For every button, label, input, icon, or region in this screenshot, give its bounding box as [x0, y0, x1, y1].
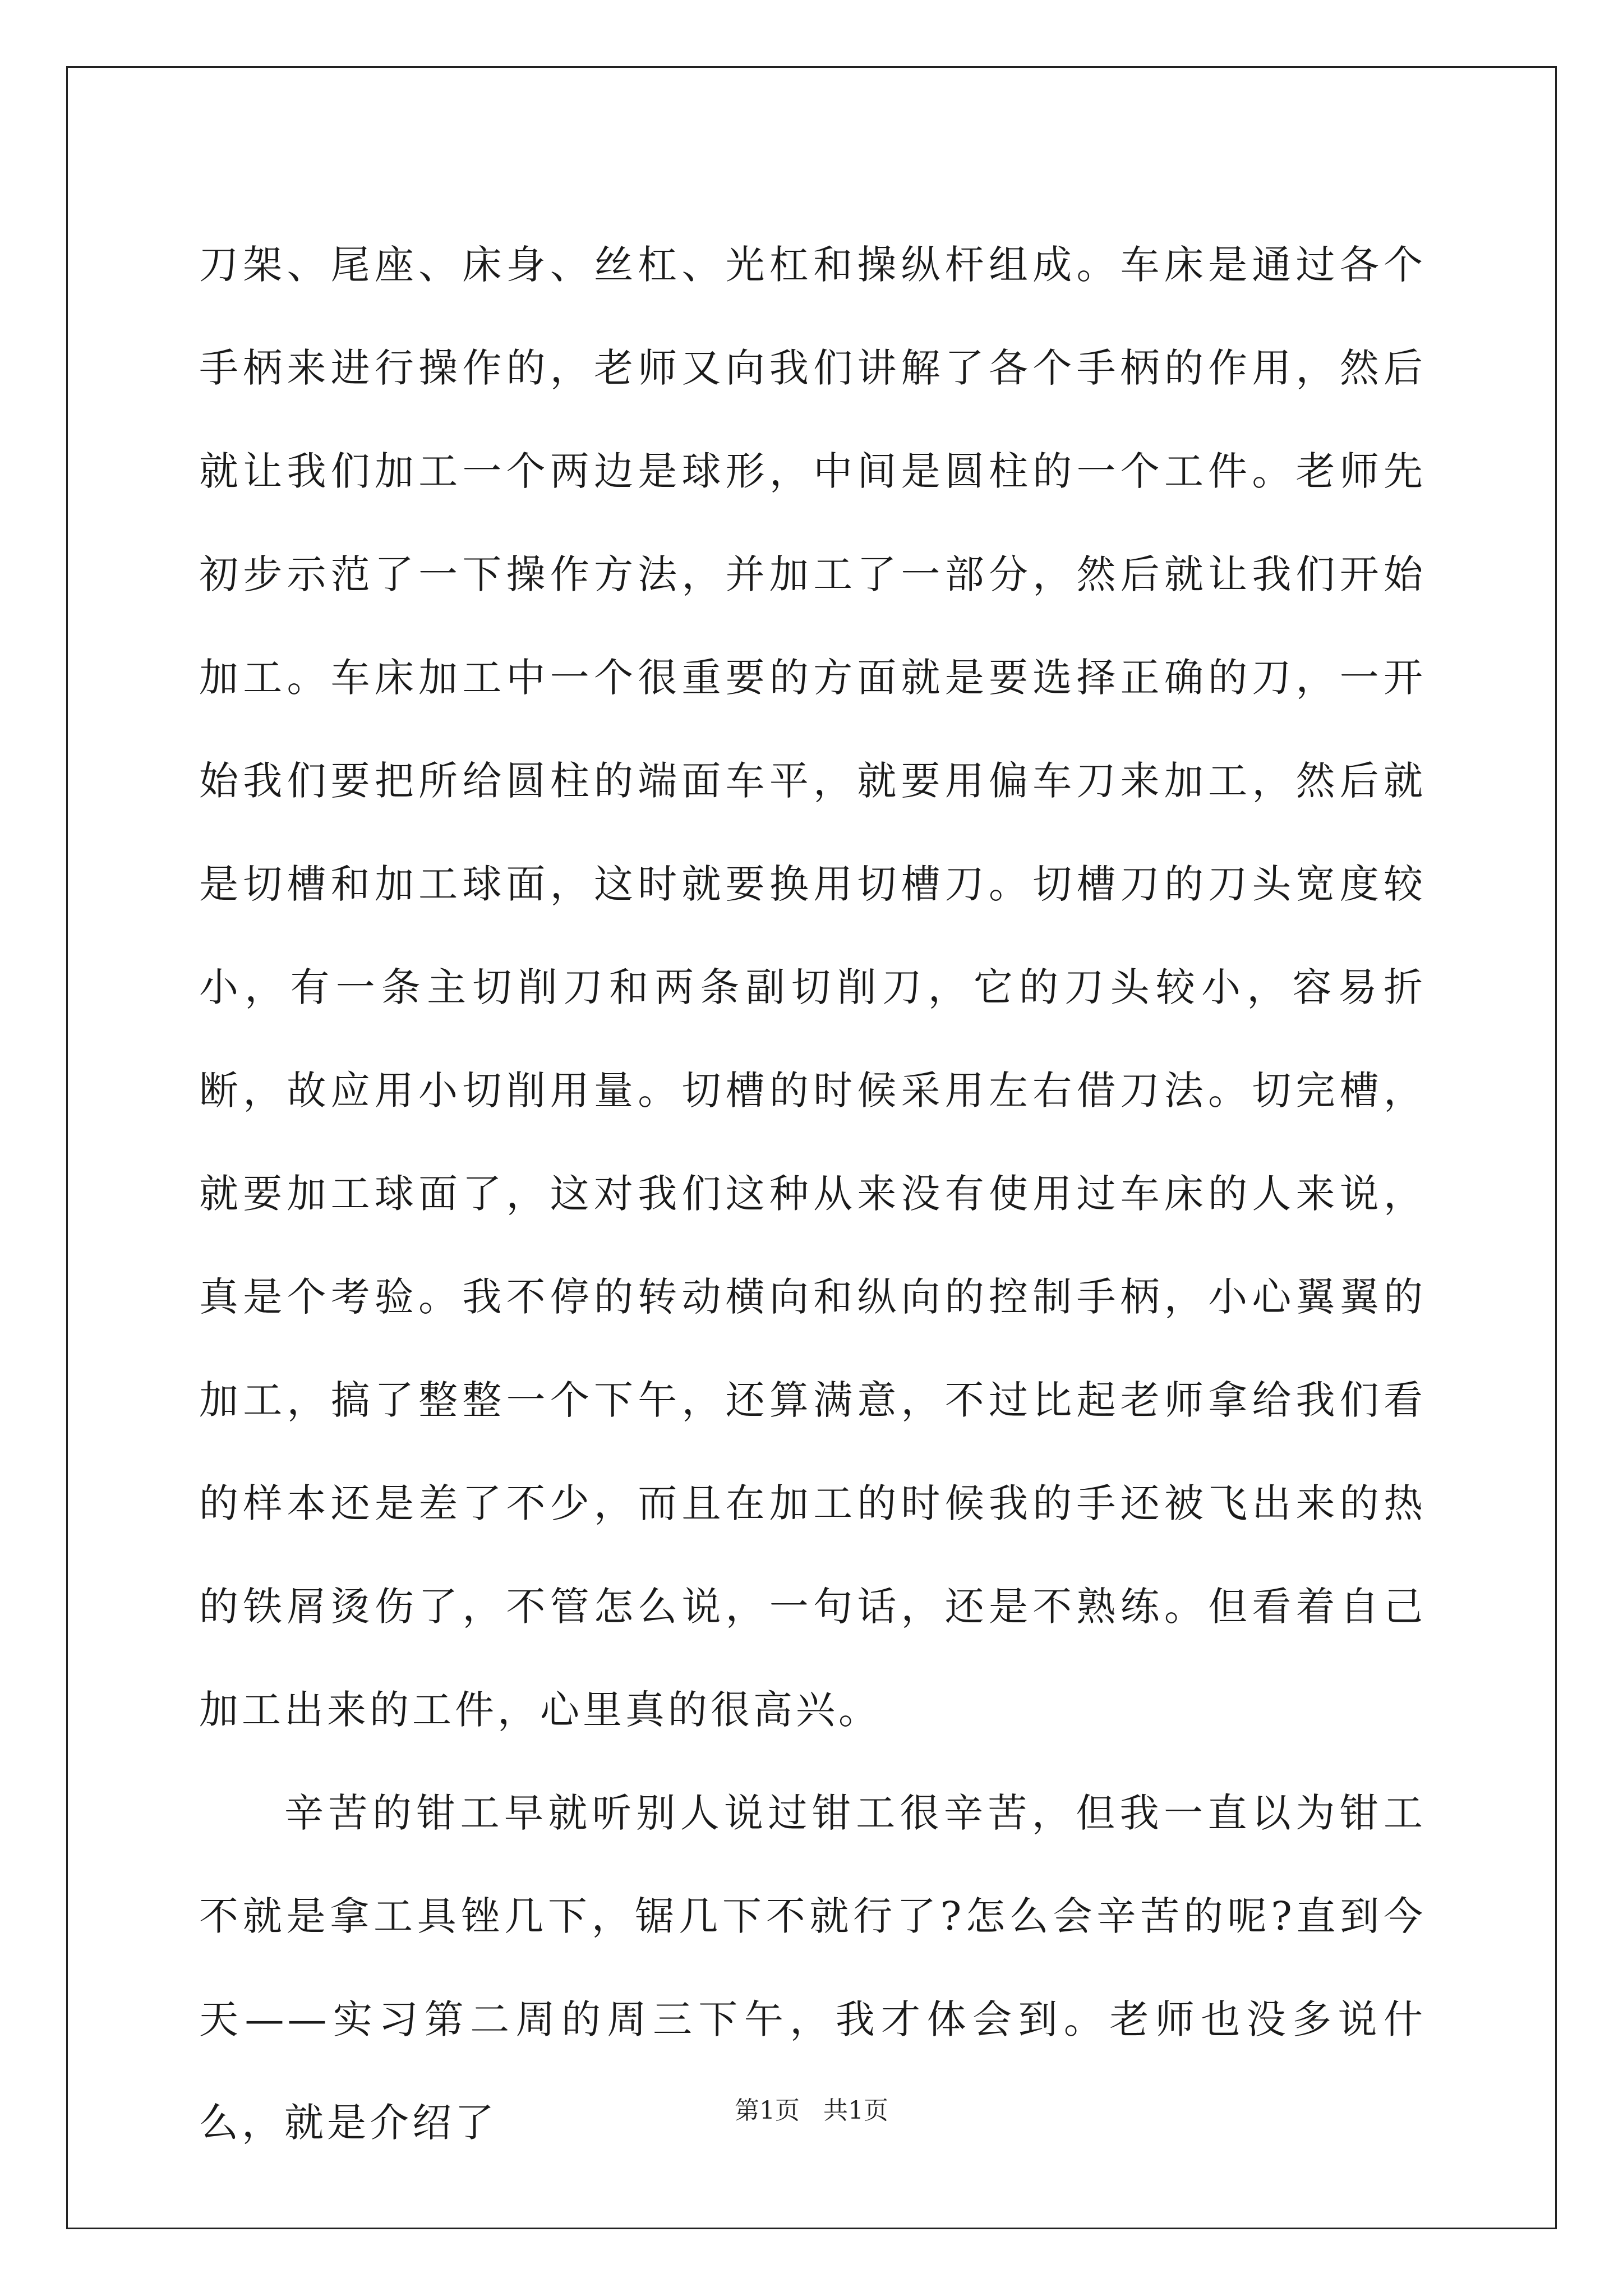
paragraph-fitter: 辛苦的钳工早就听别人说过钳工很辛苦，但我一直以为钳工不就是拿工具锉几下，锯几下不就行了?怎么会辛苦的呢?直到今天——实习第二周的周三下午，我才体会到。老师也没多说什么，就是介绍了: [199, 1790, 1426, 2146]
document-body: [199, 213, 1426, 2174]
paragraph-lathe: 刀架、尾座、床身、丝杠、光杠和操纵杆组成。车床是通过各个手柄来进行操作的，老师又向我们讲解了各个手柄的作用，然后就让我们加工一个两边是球形，中间是圆柱的一个工件。老师先初步示范了一下操作方法，并加工了一部分，然后就让我们开始加工。车床加工中一个很重要的方面就是要选择正确的刀，一开始我们要把所给圆柱的端面车平，就要用偏车刀来加工，然后就是切槽和加工球面，这时就要换用切槽刀。切槽刀的刀头宽度较小，有一条主切削刀和两条副切削刀，它的刀头较小，容易折断，故应用小切削用量。切槽的时候采用左右借刀法。切完槽，就要加工球面了，这对我们这种从来没有使用过车床的人来说，真是个考验。我不停的转动横向和纵向的控制手柄，小心翼翼的加工，搞了整整一个下午，还算满意，不过比起老师拿给我们看的样本还是差了不少，而且在加工的时候我的手还被飞出来的热的铁屑烫伤了，不管怎么说，一句话，还是不熟练。但看着自己加工出来的工件，心里真的很高兴。: [199, 242, 1426, 1733]
page-footer: [0, 2090, 1623, 2126]
page-number: 第1页 共1页: [735, 2096, 888, 2125]
